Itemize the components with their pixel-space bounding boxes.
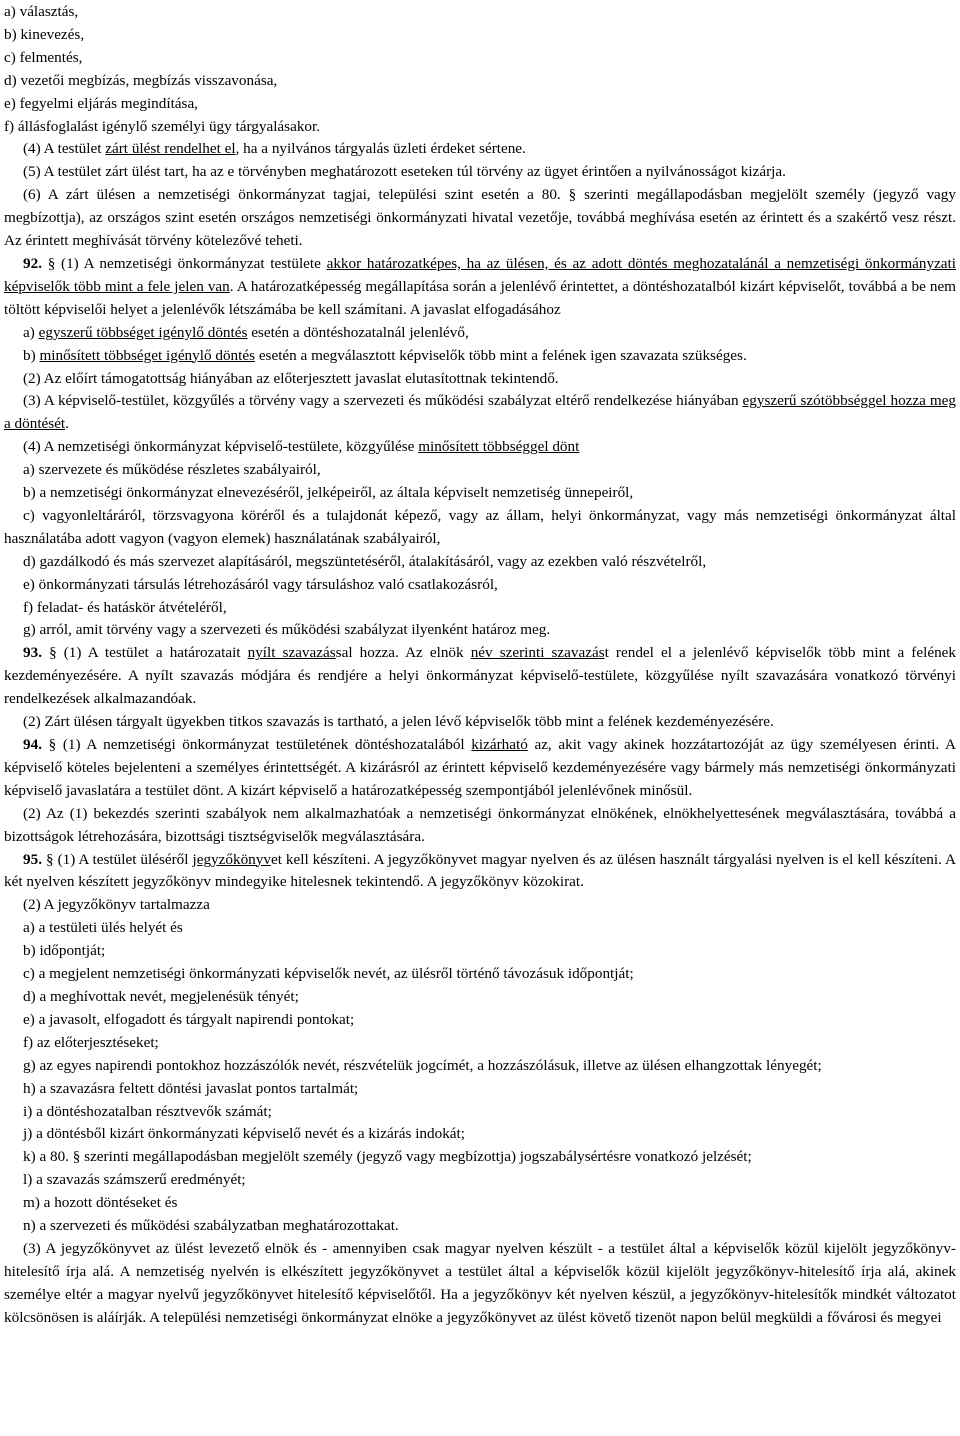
text-run: c) a megjelent nemzetiségi önkormányzati képviselők nevét, az ülésről történő távozásuk időpontját;: [23, 965, 634, 983]
text-run: et kell készíteni. A jegyzőkönyvet magyar nyelven és az ülésen használt tárgyalási nyelven is el kell készíteni. A két nyelven készített jegyzőkönyv mindegyike hitelesnek tekintendő. A jegyzőkönyv közokirat.: [4, 850, 956, 891]
text-run: e) a javasolt, elfogadott és tárgyalt napirendi pontokat;: [23, 1010, 355, 1028]
paragraph: [4, 138, 956, 161]
paragraph: [4, 505, 956, 551]
text-run: f) állásfoglalást igénylő személyi ügy tárgyalásakor.: [4, 117, 321, 135]
text-run: , ha a nyilvános tárgyalás üzleti érdeket sértene.: [235, 140, 526, 158]
section-number: 93.: [23, 644, 42, 662]
underlined-text: minősített többséggel dönt: [418, 438, 580, 456]
text-run: b) kinevezés,: [4, 25, 85, 43]
text-run: d) a meghívottak nevét, megjelenésük tényét;: [23, 987, 299, 1005]
paragraph: [4, 1215, 956, 1238]
paragraph: [4, 803, 956, 849]
text-run: (4) A nemzetiségi önkormányzat képviselő-testülete, közgyűlése: [23, 438, 419, 456]
text-run: .: [65, 415, 69, 433]
paragraph: [4, 1192, 956, 1215]
text-run: esetén a megválasztott képviselők több mint a felének igen szavazata szükséges.: [255, 346, 747, 364]
text-run: b): [23, 346, 40, 364]
paragraph: [4, 619, 956, 642]
text-run: b) időpontját;: [23, 942, 106, 960]
paragraph: [4, 1032, 956, 1055]
text-run: § (1) A testület üléséről: [41, 850, 193, 868]
text-run: a) választás,: [4, 3, 79, 20]
paragraph: [4, 93, 956, 116]
text-run: (4) A testület: [23, 140, 106, 158]
underlined-text: név szerinti szavazás: [470, 644, 605, 662]
text-run: n) a szervezeti és működési szabályzatban meghatározottakat.: [23, 1217, 399, 1235]
paragraph: [4, 482, 956, 505]
text-run: h) a szavazásra feltett döntési javaslat pontos tartalmát;: [23, 1079, 359, 1097]
paragraph: [4, 1101, 956, 1124]
text-run: a): [23, 323, 39, 341]
text-run: d) vezetői megbízás, megbízás visszavonása,: [4, 71, 278, 89]
paragraph: [4, 1238, 956, 1330]
text-run: k) a 80. § szerinti megállapodásban megjelölt személy (jegyző vagy megbízottja) jogszabálysértésre vonatkozó jelzését;: [23, 1148, 752, 1166]
text-run: a) a testületi ülés helyét és: [23, 919, 183, 937]
text-run: (2) A jegyzőkönyv tartalmazza: [23, 896, 210, 914]
paragraph: [4, 1169, 956, 1192]
paragraph: [4, 711, 956, 734]
text-run: (2) Az előírt támogatottság hiányában az előterjesztett javaslat elutasítottnak tekintendő.: [23, 369, 559, 387]
text-run: b) a nemzetiségi önkormányzat elnevezéséről, jelképeiről, az általa képviselt nemzetiség ünnepeiről,: [23, 484, 634, 502]
paragraph: [4, 642, 956, 711]
text-run: d) gazdálkodó és más szervezet alapításáról, megszüntetéséről, átalakításáról, vagy az ezekben való részvételről,: [23, 552, 707, 570]
paragraph: [4, 1078, 956, 1101]
text-run: m) a hozott döntéseket és: [23, 1194, 178, 1212]
paragraph: [4, 1009, 956, 1032]
paragraph: [4, 47, 956, 70]
text-run: f) az előterjesztéseket;: [23, 1033, 159, 1051]
text-run: az, akit vagy akinek hozzátartozóját az ügy személyesen érinti. A képviselő köteles bejelenteni a személyes érintettségét. A kizárásról az érintett képviselő kezdeményezésére vagy bármely más nemzetiségi önkormányzati képviselő javaslatára a testület dönt. A kizárt képviselő a határozatképesség szempontjából jelenlévőnek minősül.: [4, 736, 957, 799]
text-run: c) vagyonleltáráról, törzsvagyona köréről és a tulajdonát képező, vagy az állam, helyi önkormányzat, vagy más nemzetiségi önkormányzat által használatába adott vagyon (vagyon elemek) használatának szabályairól,: [4, 506, 956, 547]
text-run: e) fegyelmi eljárás megindítása,: [4, 94, 198, 112]
text-run: (3) A képviselő-testület, közgyűlés a törvény vagy a szervezeti és működési szabályzat eltérő rendelkezése hiányában: [23, 392, 743, 410]
paragraph: [4, 963, 956, 986]
text-run: sal hozza. Az elnök: [335, 644, 471, 662]
paragraph: [4, 940, 956, 963]
paragraph: [4, 1055, 956, 1078]
text-run: . A határozatképesség megállapítása során a jelenlévő érintettet, a döntéshozatalból kizárt képviselőt, továbbá a be nem töltött képviselői helyet a jelenlévők létszámába be kell számítani. A javaslat elfogadásához: [4, 277, 956, 318]
section-number: 92.: [23, 254, 42, 272]
underlined-text: egyszerű szótöbbséggel hozza meg a döntését: [4, 392, 957, 433]
text-run: a) szervezete és működése részletes szabályairól,: [23, 461, 321, 479]
section-number: 95.: [23, 850, 42, 868]
paragraph: [4, 345, 956, 368]
paragraph: [4, 116, 956, 139]
underlined-text: nyílt szavazás: [247, 644, 336, 662]
paragraph: [4, 322, 956, 345]
paragraph: [4, 597, 956, 620]
paragraph: [4, 1123, 956, 1146]
paragraph: [4, 917, 956, 940]
underlined-text: kizárható: [471, 736, 528, 753]
underlined-text: egyszerű többséget igénylő döntés: [38, 323, 248, 341]
paragraph: [4, 436, 956, 459]
text-run: i) a döntéshozatalban résztvevők számát;: [23, 1102, 272, 1120]
paragraph: [4, 551, 956, 574]
text-run: esetén a döntéshozatalnál jelenlévő,: [247, 323, 469, 341]
paragraph: [4, 986, 956, 1009]
paragraph: [4, 1, 956, 24]
underlined-text: jegyzőkönyv: [192, 850, 271, 868]
text-run: (2) Zárt ülésen tárgyalt ügyekben titkos szavazás is tartható, a jelen lévő képviselők több mint a felének kezdeményezésére.: [23, 713, 774, 731]
underlined-text: akkor határozatképes, ha az ülésen, és az adott döntés meghozatalánál a nemzetiségi önkormányzati képviselők több mint a fele jelen van: [4, 254, 956, 295]
text-run: (3) A jegyzőkönyvet az ülést levezető elnök és - amennyiben csak magyar nyelven készült - a testület által a képviselők közül kijelölt jegyzőkönyv-hitelesítő írja alá. A nemzetiség nyelvén is elkészített jegyzőkönyvet a testület által a képviselők közül kijelölt jegyzőkönyv-hitelesítő írja alá, akinek személye eltér a magyar nyelvű jegyzőkönyvet hitelesítő képviselőtől. Ha a jegyzőkönyv két nyelven készül, a jegyzőkönyv-hitelesítők mindkét változatot kölcsönösen is aláírják. A települési nemzetiségi önkormányzat elnöke a jegyzőkönyvet az ülést követő tizenöt napon belül megküldi a fővárosi és megyei: [4, 1239, 956, 1326]
text-run: f) feladat- és hatáskör átvételéről,: [23, 598, 227, 616]
text-run: g) az egyes napirendi pontokhoz hozzászólók nevét, részvételük jogcímét, a hozzászólásuk, illetve az ülésen elhangzottak lényegét;: [23, 1056, 822, 1074]
text-run: c) felmentés,: [4, 48, 83, 66]
paragraph: [4, 734, 956, 803]
underlined-text: minősített többséget igénylő döntés: [39, 346, 256, 364]
text-run: (5) A testület zárt ülést tart, ha az e törvényben meghatározott eseteken túl törvény az ügyet érintően a nyilvánosságot kizárja.: [23, 163, 786, 181]
text-run: § (1) A nemzetiségi önkormányzat testülete: [41, 254, 327, 272]
text-run: e) önkormányzati társulás létrehozásáról vagy társuláshoz való csatlakozásról,: [23, 575, 498, 593]
paragraph: [4, 70, 956, 93]
text-run: (6) A zárt ülésen a nemzetiségi önkormányzat tagjai, települési szint esetén a 80. § szerinti megállapodásban megjelölt személy (jegyző vagy megbízottja), az országos szint esetén országos nemzetiségi önkormányzati hivatal vezetője, továbbá meghívása esetén az érintett és a szakértő vesz részt. Az érintett meghívását törvény kötelezővé teheti.: [4, 186, 956, 250]
text-run: § (1) A nemzetiségi önkormányzat testületének döntéshozatalából: [41, 736, 472, 753]
text-run: (2) Az (1) bekezdés szerinti szabályok nem alkalmazhatóak a nemzetiségi önkormányzat elnökének, elnökhelyettesének megválasztására, továbbá a bizottságok létrehozására, bizottsági tisztségviselők megválasztására.: [4, 804, 956, 845]
paragraph: [4, 368, 956, 391]
paragraph: [4, 894, 956, 917]
paragraph: [4, 574, 956, 597]
text-run: j) a döntésből kizárt önkormányzati képviselő nevét és a kizárás indokát;: [23, 1125, 465, 1143]
paragraph: [4, 390, 956, 436]
paragraph: [4, 253, 956, 322]
text-run: l) a szavazás számszerű eredményét;: [23, 1171, 246, 1189]
paragraph: [4, 184, 956, 253]
underlined-text: zárt ülést rendelhet el: [105, 140, 236, 158]
paragraph: [4, 849, 956, 895]
text-run: t rendel el a jelenlévő képviselők több mint a felének kezdeményezésére. A nyílt szavazás módjára és rendjére a helyi önkormányzat képviselő-testülete, közgyűlése nyílt szavazására vonatkozó törvényi rendelkezések alkalmazandóak.: [4, 644, 956, 708]
text-run: § (1) A testület a határozatait: [41, 644, 248, 662]
paragraph: [4, 1146, 956, 1169]
paragraph: [4, 161, 956, 184]
section-number: 94.: [23, 736, 42, 753]
paragraph: [4, 24, 956, 47]
paragraph: [4, 459, 956, 482]
text-run: g) arról, amit törvény vagy a szervezeti és működési szabályzat ilyenként határoz meg.: [23, 621, 551, 639]
